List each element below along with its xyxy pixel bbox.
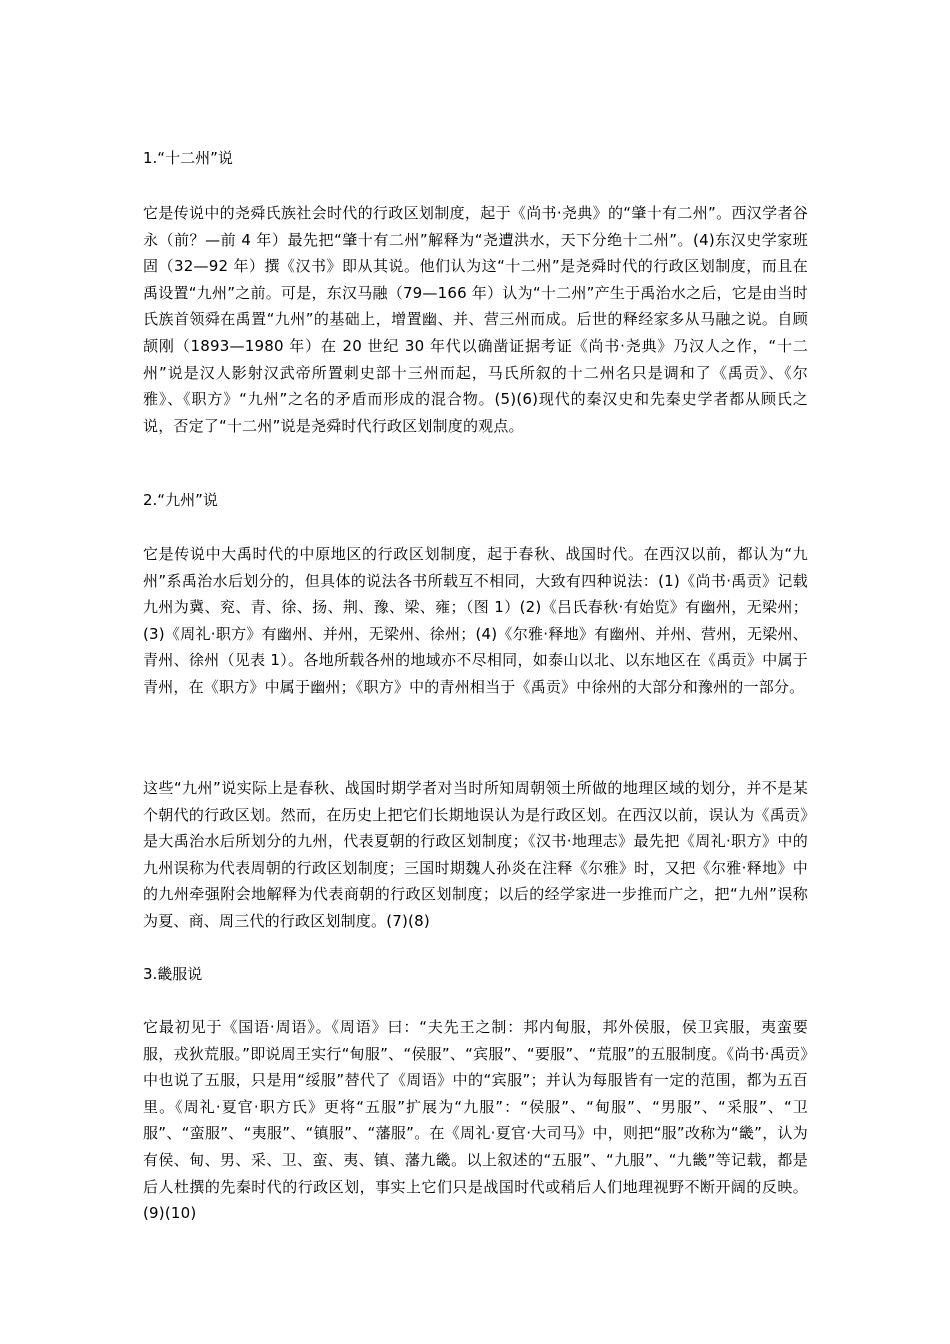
paragraph-jifu: 它最初见于《国语·周语》。《周语》曰：“夫先王之制：邦内甸服，邦外侯服，侯卫宾服，夷蛮要服，戎狄荒服。”即说周王实行“甸服”、“侯服”、“宾服”、“要服”、“荒服”的五服制度。《尚书·禹贡》中也说了五服，只是用“绥服”替代了《周语》中的“宾服”；并认为每服皆有一定的范围，都为五百里。《周礼·夏官·职方氏》更将“五服”扩展为“九服”：“侯服”、“甸服”、“男服”、“采服”、“卫服”、“蛮服”、“夷服”、“镇服”、“藩服”。在《周礼·夏官·大司马》中，则把“服”改称为“畿”，认为有侯、甸、男、采、卫、蛮、夷、镇、藩九畿。以上叙述的“五服”、“九服”、“九畿”等记载，都是后人杜撰的先秦时代的行政区划，事实上它们只是战国时代或稍后人们地理视野不断开阔的反映。(9)(10) bbox=[143, 1018, 808, 1223]
paragraph-nine-states-misinterpretation: 这些“九州”说实际上是春秋、战国时期学者对当时所知周朝领土所做的地理区域的划分，并不是某个朝代的行政区划。然而，在历史上把它们长期地误认为是行政区划。在西汉以前，误认为《禹贡》是大禹治水后所划分的九州，代表夏朝的行政区划制度；《汉书·地理志》最先把《周礼·职方》中的九州误称为代表周朝的行政区划制度；三国时期魏人孙炎在注释《尔雅》时，又把《尔雅·释地》中的九州牵强附会地解释为代表商朝的行政区划制度；以后的经学家进一步推而广之，把“九州”误称为夏、商、周三代的行政区划制度。(7)(8) bbox=[143, 779, 808, 930]
paragraph-nine-states-origin: 它是传说中大禹时代的中原地区的行政区划制度，起于春秋、战国时代。在西汉以前，都认为“九州”系禹治水后划分的，但具体的说法各书所载互不相同，大致有四种说法：(1)《尚书·禹贡》记载九州为冀、兖、青、徐、扬、荆、豫、梁、雍；（图 1）(2)《吕氏春秋·有始览》有幽州，无梁州；(3)《周礼·职方》有幽州、并州，无梁州、徐州；(4)《尔雅·释地》有幽州、并州、营州，无梁州、青州、徐州（见表 1）。各地所载各州的地域亦不尽相同，如泰山以北、以东地区在《禹贡》中属于青州，在《职方》中属于幽州；《职方》中的青州相当于《禹贡》中徐州的大部分和豫州的一部分。 bbox=[143, 545, 808, 696]
section-heading-nine-states: 2.“九州”说 bbox=[143, 491, 218, 509]
paragraph-twelve-states: 它是传说中的尧舜氏族社会时代的行政区划制度，起于《尚书·尧典》的“肇十有二州”。西汉学者谷永（前？—前 4 年）最先把“肇十有二州”解释为“尧遭洪水，天下分绝十二州”。(4)东汉史学家班固（32—92 年）撰《汉书》即从其说。他们认为这“十二州”是尧舜时代的行政区划制度，而且在禹设置“九州”之前。可是，东汉马融（79—166 年）认为“十二州”产生于禹治水之后，它是由当时氏族首领舜在禹置“九州”的基础上，增置幽、并、营三州而成。后世的释经家多从马融之说。自顾颉刚（1893—1980 年）在 20 世纪 30 年代以确凿证据考证《尚书·尧典》乃汉人之作，“十二州”说是汉人影射汉武帝所置刺史部十三州而起，马氏所叙的十二州名只是调和了《禹贡》、《尔雅》、《职方》“九州”之名的矛盾而形成的混合物。(5)(6)现代的秦汉史和先秦史学者都从顾氏之说，否定了“十二州”说是尧舜时代行政区划制度的观点。 bbox=[143, 204, 808, 435]
section-heading-twelve-states: 1.“十二州”说 bbox=[143, 149, 233, 167]
section-heading-jifu: 3.畿服说 bbox=[143, 965, 203, 983]
